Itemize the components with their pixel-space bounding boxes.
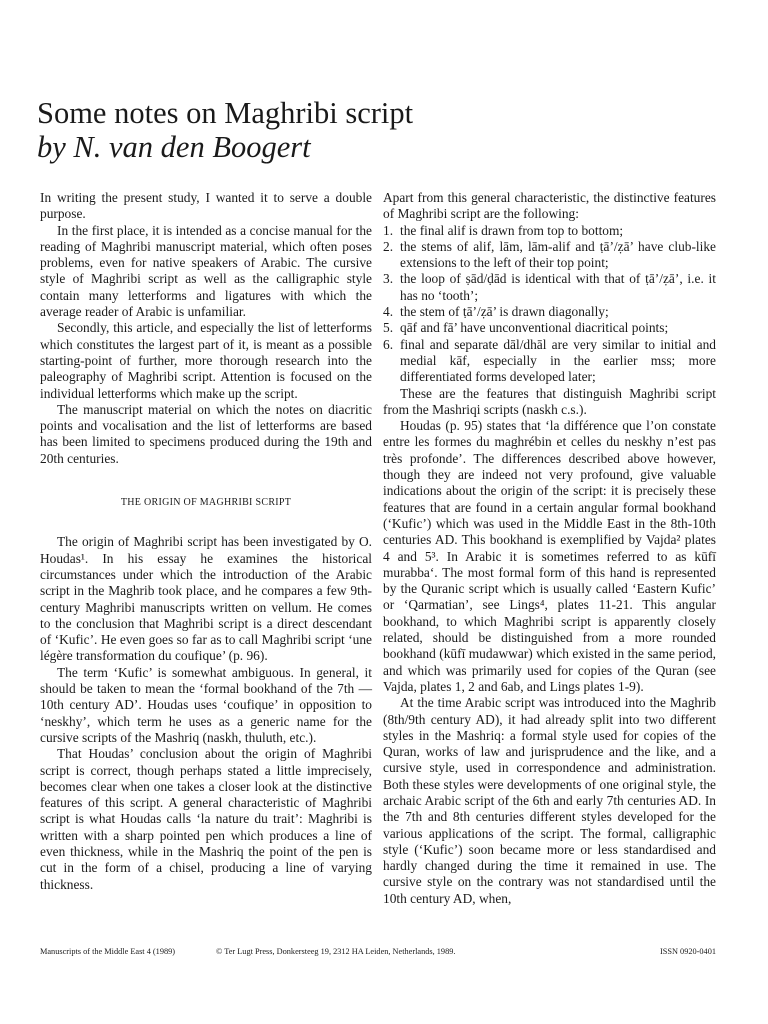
list-item xyxy=(383,320,716,336)
list-item xyxy=(383,239,716,272)
features-lead: Apart from this general characteristic, the distinctive features of Maghribi script are the following: xyxy=(383,190,716,222)
body-paragraph: At the time Arabic script was introduced into the Maghrib (8th/9th century AD), it had already split into two different styles in the Mashriq: a formal style used for copies of the Quran, works of law and jurisprudence and the like, and a cursive style, used in correspondence and administration. Both these styles were developments of one original style, the archaic Arabic script of the 6th and early 7th centuries AD. In the 7th and 8th centuries different styles developed for the various applications of the script. The formal, calligraphic style (‘Kufic’) soon became more or less standardised and hardly changed during the time it remained in use. The cursive style on the contrary was not standardised until the 10th century AD, when, xyxy=(383,695,716,906)
intro-paragraph: In the first place, it is intended as a concise manual for the reading of Maghribi manuscript material, which often poses problems, even for native speakers of Arabic. The cursive style of Maghribi script as well as the calligraphic style contain many letterforms and ligatures with which the average reader of Arabic is unfamiliar. xyxy=(40,222,372,320)
list-item xyxy=(383,304,716,320)
list-item xyxy=(383,337,716,386)
title-main: Some notes on Maghribi script xyxy=(37,96,414,130)
intro-paragraph: Secondly, this article, and especially the list of letterforms which constitutes the largest part of it, is meant as a possible starting-point of further, more thorough research into the paleography of Maghribi script. Attention is focused on the individual letterforms which make up the script. xyxy=(40,320,372,401)
list-item-number: 5. xyxy=(383,320,394,336)
list-item-text: the loop of ṣād/ḍād is identical with that of ṭā’/ẓā’, i.e. it has no ‘tooth’; xyxy=(400,271,716,303)
footer-journal: Manuscripts of the Middle East 4 (1989) xyxy=(40,947,176,956)
intro-paragraph: The manuscript material on which the notes on diacritic points and vocalisation and the list of letterforms are based has been limited to specimens produced during the 19th and 20th centuries. xyxy=(40,401,372,466)
list-item-number: 3. xyxy=(383,271,394,287)
list-item-number: 1. xyxy=(383,222,394,238)
title-author: by N. van den Boogert xyxy=(37,130,311,164)
origin-paragraph: The origin of Maghribi script has been investigated by O. Houdas¹. In his essay he examines the historical circumstances under which the introduction of the Arabic script in the Maghrib took place, and he compares a few 9th-century Maghribi manuscripts written on vellum. He comes to the conclusion that Maghribi script is a direct descendant of ‘Kufic’. He even goes so far as to call Maghribi script ‘une légère transformation du coufique’ (p. 96). xyxy=(40,534,372,664)
list-item-text: the stems of alif, lām, lām-alif and ṭā’/ẓā’ have club-like extensions to the left of their top point; xyxy=(400,238,716,271)
list-item xyxy=(383,271,716,304)
list-item xyxy=(383,223,716,239)
footer-publisher: © Ter Lugt Press, Donkersteeg 19, 2312 HA Leiden, Netherlands, 1989. xyxy=(216,947,456,956)
origin-paragraph: The term ‘Kufic’ is somewhat ambiguous. In general, it should be taken to mean the ‘formal bookhand of the 7th — 10th century AD’. Houdas uses ‘coufique’ in opposition to ‘neskhy’, which term he uses as a generic name for the cursive scripts of the Mashriq (naskh, thuluth, etc.). xyxy=(40,664,372,745)
list-item-text: final and separate dāl/dhāl are very similar to initial and medial kāf, especially in the earlier mss; more differentiated forms developed later; xyxy=(400,336,716,385)
features-list xyxy=(383,223,716,386)
article-title xyxy=(37,96,413,164)
body-paragraph: Houdas (p. 95) states that ‘la différence que l’on constate entre les formes du maghrébin et celles du neskhy n’est pas très profonde’. The differences described above however, though they are indeed not very profound, give valuable indications about the origin of the script: it is precisely these features that are found in a certain angular formal bookhand (‘Kufic’) which was used in the Middle East in the 8th-10th centuries AD. This bookhand is exemplified by Vajda² plates 4 and 5³. In Arabic it is sometimes referred to as kūfī murabba‘. The most formal form of this hand is represented by the Quranic script which is usually called ‘Eastern Kufic’ or ‘Qarmatian’, see Lings⁴, plates 11-21. This angular bookhand, to which Maghribi script is apparently closely related, should be distinguished from a more rounded bookhand (kūfī mudawwar) which existed in the same period, and which was primarily used for copies of the Quran (see Vajda, plates 1, 2 and 6ab, and Lings plates 1-9). xyxy=(383,418,716,694)
list-item-text: the stem of ṭā’/ẓā’ is drawn diagonally; xyxy=(400,304,609,320)
list-item-number: 6. xyxy=(383,336,394,352)
left-column xyxy=(40,190,372,893)
intro-paragraph: In writing the present study, I wanted it to serve a double purpose. xyxy=(40,190,372,222)
list-item-number: 4. xyxy=(383,304,394,320)
list-item-text: qāf and fā’ have unconventional diacritical points; xyxy=(400,320,669,336)
body-paragraph: These are the features that distinguish Maghribi script from the Mashriqi scripts (naskh c.s.). xyxy=(383,385,716,417)
section-heading: THE ORIGIN OF MAGHRIBI SCRIPT xyxy=(120,497,292,509)
origin-paragraph: That Houdas’ conclusion about the origin of Maghribi script is correct, though perhaps stated a little imprecisely, becomes clear when one takes a closer look at the distinctive features of this script. A general characteristic of Maghribi script is what Houdas calls ‘la nature du trait’: Maghribi is written with a sharp pointed pen which produces a line of even thickness, while in the Mashriq the point of the pen is cut in the form of a chisel, producing a line of varying thickness. xyxy=(40,746,372,892)
right-column xyxy=(383,190,716,907)
footer-issn: ISSN 0920-0401 xyxy=(659,947,716,956)
list-item-text: the final alif is drawn from top to bottom; xyxy=(400,222,624,238)
list-item-number: 2. xyxy=(383,238,394,254)
